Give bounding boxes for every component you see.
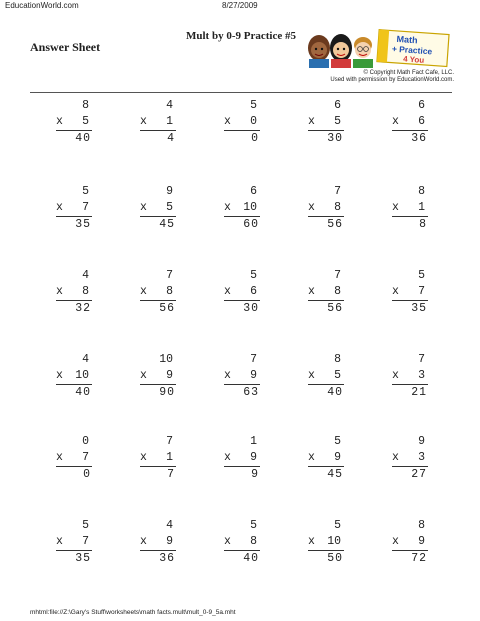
- multiplier-row: [392, 450, 428, 466]
- site-name: EducationWorld.com: [5, 1, 79, 10]
- multiplier: 5: [82, 115, 89, 128]
- multiplier: 9: [250, 451, 257, 464]
- header-divider: [30, 92, 452, 93]
- multiplicand: 7: [334, 269, 341, 282]
- multiplier: 9: [334, 451, 341, 464]
- multiplier-row: [392, 284, 428, 300]
- multiplier: 5: [334, 115, 341, 128]
- times-operator: x: [140, 285, 147, 298]
- problem-29: [308, 518, 344, 566]
- answer: 56: [327, 302, 343, 315]
- multiplier: 7: [82, 201, 89, 214]
- multiplicand: 6: [250, 185, 257, 198]
- multiplicand: 4: [166, 99, 173, 112]
- times-operator: x: [140, 201, 147, 214]
- answer: 60: [243, 218, 259, 231]
- multiplier-row: [224, 450, 260, 466]
- answer: 35: [75, 552, 91, 565]
- multiplier: 3: [418, 451, 425, 464]
- problem-17: [140, 352, 176, 400]
- problem-25: [392, 434, 428, 482]
- answer: 56: [327, 218, 343, 231]
- problem-7: [140, 184, 176, 232]
- times-operator: x: [224, 285, 231, 298]
- multiplicand: 5: [250, 269, 257, 282]
- answer: 8: [419, 218, 427, 231]
- multiplier-row: [140, 284, 176, 300]
- multiplier: 10: [327, 535, 341, 548]
- multiplier-row: [308, 450, 344, 466]
- problem-24: [308, 434, 344, 482]
- problem-8: [224, 184, 260, 232]
- answer: 0: [83, 468, 91, 481]
- times-operator: x: [392, 201, 399, 214]
- multiplier: 1: [418, 201, 425, 214]
- multiplier: 10: [75, 369, 89, 382]
- multiplier-row: [140, 450, 176, 466]
- multiplier: 5: [166, 201, 173, 214]
- multiplier: 1: [166, 451, 173, 464]
- kid-face-icon-1: [308, 35, 330, 68]
- multiplicand: 7: [250, 353, 257, 366]
- multiplicand: 4: [82, 353, 89, 366]
- multiplier: 0: [250, 115, 257, 128]
- multiplicand: 5: [334, 435, 341, 448]
- multiplier-row: [308, 534, 344, 550]
- multiplier-row: [392, 200, 428, 216]
- problem-10: [392, 184, 428, 232]
- problem-26: [56, 518, 92, 566]
- answer: 36: [411, 132, 427, 145]
- multiplier: 7: [82, 451, 89, 464]
- multiplicand: 0: [82, 435, 89, 448]
- multiplier: 9: [166, 369, 173, 382]
- multiplicand: 4: [166, 519, 173, 532]
- multiplier-row: [392, 368, 428, 384]
- multiplicand: 8: [418, 185, 425, 198]
- multiplier-row: [56, 284, 92, 300]
- multiplier-row: [308, 368, 344, 384]
- multiplicand: 8: [418, 519, 425, 532]
- multiplicand: 4: [82, 269, 89, 282]
- multiplier: 6: [250, 285, 257, 298]
- multiplier-row: [392, 114, 428, 130]
- answer: 40: [75, 386, 91, 399]
- problem-11: [56, 268, 92, 316]
- problem-15: [392, 268, 428, 316]
- answer: 90: [159, 386, 175, 399]
- multiplicand: 8: [82, 99, 89, 112]
- multiplier-row: [56, 534, 92, 550]
- answer: 56: [159, 302, 175, 315]
- multiplier: 1: [166, 115, 173, 128]
- times-operator: x: [392, 285, 399, 298]
- times-operator: x: [140, 115, 147, 128]
- multiplier: 10: [243, 201, 257, 214]
- problem-9: [308, 184, 344, 232]
- multiplicand: 10: [159, 353, 173, 366]
- times-operator: x: [308, 535, 315, 548]
- answer: 30: [327, 132, 343, 145]
- logo-line-3: 4 You: [402, 54, 425, 65]
- multiplier-row: [308, 284, 344, 300]
- answer: 4: [167, 132, 175, 145]
- multiplier: 8: [334, 201, 341, 214]
- problem-18: [224, 352, 260, 400]
- times-operator: x: [56, 535, 63, 548]
- answer: 35: [411, 302, 427, 315]
- multiplier-row: [140, 368, 176, 384]
- times-operator: x: [224, 115, 231, 128]
- times-operator: x: [308, 115, 315, 128]
- multiplier-row: [392, 534, 428, 550]
- times-operator: x: [308, 285, 315, 298]
- logo-line-2: + Practice: [391, 43, 433, 57]
- problem-20: [392, 352, 428, 400]
- copyright-notice: [330, 70, 454, 84]
- times-operator: x: [56, 369, 63, 382]
- problem-21: [56, 434, 92, 482]
- multiplier-row: [224, 368, 260, 384]
- times-operator: x: [56, 285, 63, 298]
- multiplicand: 7: [166, 269, 173, 282]
- answer: 40: [327, 386, 343, 399]
- multiplier: 5: [334, 369, 341, 382]
- kid-face-icon-2: [330, 34, 352, 68]
- problem-5: [392, 98, 428, 146]
- multiplicand: 6: [334, 99, 341, 112]
- answer: 21: [411, 386, 427, 399]
- times-operator: x: [140, 535, 147, 548]
- multiplier: 3: [418, 369, 425, 382]
- answer: 35: [75, 218, 91, 231]
- problem-14: [308, 268, 344, 316]
- multiplier: 9: [418, 535, 425, 548]
- times-operator: x: [56, 451, 63, 464]
- times-operator: x: [308, 201, 315, 214]
- multiplicand: 7: [166, 435, 173, 448]
- multiplier: 8: [250, 535, 257, 548]
- multiplier-row: [56, 450, 92, 466]
- answer: 9: [251, 468, 259, 481]
- multiplicand: 5: [418, 269, 425, 282]
- times-operator: x: [392, 115, 399, 128]
- multiplier: 7: [82, 535, 89, 548]
- times-operator: x: [224, 201, 231, 214]
- problem-13: [224, 268, 260, 316]
- multiplier-row: [140, 200, 176, 216]
- problem-grid: [0, 98, 480, 580]
- problem-12: [140, 268, 176, 316]
- times-operator: x: [140, 451, 147, 464]
- multiplier-row: [308, 200, 344, 216]
- copyright-line-1: © Copyright Math Fact Cafe, LLC.: [363, 70, 454, 76]
- answer: 45: [159, 218, 175, 231]
- multiplier-row: [56, 200, 92, 216]
- copyright-line-2: Used with permission by EducationWorld.com.: [330, 77, 454, 83]
- multiplicand: 5: [82, 185, 89, 198]
- times-operator: x: [392, 451, 399, 464]
- times-operator: x: [56, 115, 63, 128]
- multiplier-row: [140, 534, 176, 550]
- answer: 7: [167, 468, 175, 481]
- times-operator: x: [140, 369, 147, 382]
- multiplier: 8: [82, 285, 89, 298]
- problem-30: [392, 518, 428, 566]
- multiplier-row: [224, 534, 260, 550]
- times-operator: x: [56, 201, 63, 214]
- multiplier-row: [56, 368, 92, 384]
- answer: 72: [411, 552, 427, 565]
- math-practice-logo: [304, 28, 454, 68]
- multiplier: 9: [250, 369, 257, 382]
- answer: 27: [411, 468, 427, 481]
- file-path-footer: mhtml:file://Z:\Gary's Stuff\worksheets\math facts.mult\mult_0-9_5a.mht: [30, 609, 236, 616]
- problem-28: [224, 518, 260, 566]
- kid-face-icon-3: [353, 37, 373, 68]
- multiplicand: 7: [418, 353, 425, 366]
- multiplicand: 9: [166, 185, 173, 198]
- answer: 36: [159, 552, 175, 565]
- multiplier: 7: [418, 285, 425, 298]
- answer: 63: [243, 386, 259, 399]
- multiplier: 8: [166, 285, 173, 298]
- answer: 0: [251, 132, 259, 145]
- multiplicand: 5: [250, 99, 257, 112]
- problem-16: [56, 352, 92, 400]
- problem-19: [308, 352, 344, 400]
- problem-23: [224, 434, 260, 482]
- logo-line-1: Math: [396, 33, 418, 46]
- multiplicand: 5: [82, 519, 89, 532]
- multiplicand: 8: [334, 353, 341, 366]
- times-operator: x: [224, 535, 231, 548]
- multiplicand: 1: [250, 435, 257, 448]
- answer: 45: [327, 468, 343, 481]
- multiplier-row: [308, 114, 344, 130]
- problem-27: [140, 518, 176, 566]
- problem-22: [140, 434, 176, 482]
- times-operator: x: [308, 451, 315, 464]
- multiplier: 9: [166, 535, 173, 548]
- answer: 40: [75, 132, 91, 145]
- answer: 30: [243, 302, 259, 315]
- page-title: Mult by 0-9 Practice #5: [186, 30, 296, 42]
- multiplier: 8: [334, 285, 341, 298]
- multiplier-row: [224, 200, 260, 216]
- multiplier-row: [224, 114, 260, 130]
- times-operator: x: [224, 369, 231, 382]
- times-operator: x: [392, 535, 399, 548]
- problem-3: [224, 98, 260, 146]
- problem-2: [140, 98, 176, 146]
- print-date: 8/27/2009: [222, 1, 258, 10]
- times-operator: x: [224, 451, 231, 464]
- answer: 32: [75, 302, 91, 315]
- multiplicand: 6: [418, 99, 425, 112]
- answer: 50: [327, 552, 343, 565]
- times-operator: x: [392, 369, 399, 382]
- problem-6: [56, 184, 92, 232]
- multiplier-row: [140, 114, 176, 130]
- multiplicand: 7: [334, 185, 341, 198]
- multiplicand: 5: [250, 519, 257, 532]
- multiplier-row: [56, 114, 92, 130]
- times-operator: x: [308, 369, 315, 382]
- problem-1: [56, 98, 92, 146]
- multiplicand: 5: [334, 519, 341, 532]
- answer: 40: [243, 552, 259, 565]
- multiplicand: 9: [418, 435, 425, 448]
- multiplier-row: [224, 284, 260, 300]
- answer-sheet-label: Answer Sheet: [30, 40, 101, 54]
- problem-4: [308, 98, 344, 146]
- multiplier: 6: [418, 115, 425, 128]
